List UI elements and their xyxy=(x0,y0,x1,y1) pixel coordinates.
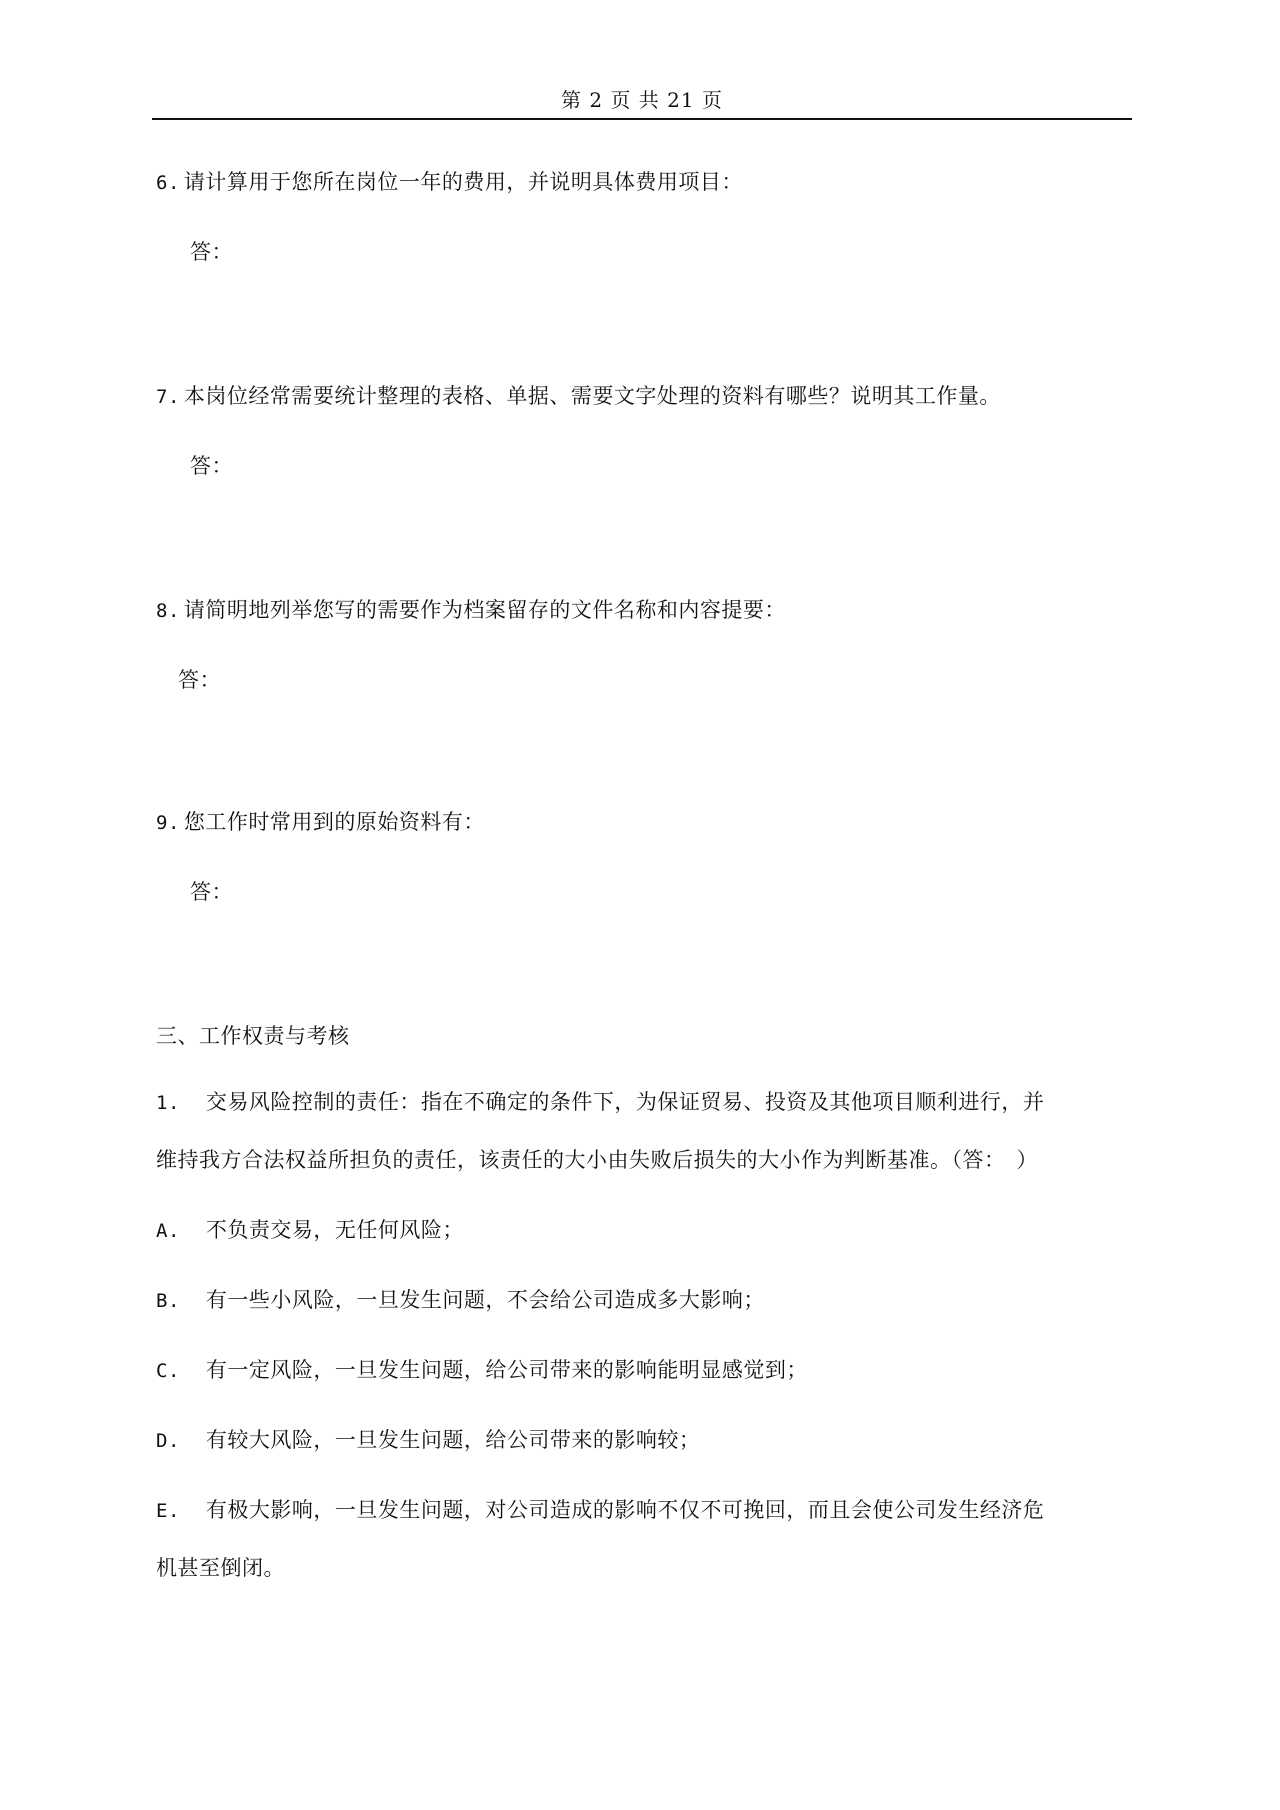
option-e-continuation: 机甚至倒闭。 xyxy=(156,1556,285,1580)
option-text: 有一些小风险，一旦发生问题，不会给公司造成多大影响； xyxy=(205,1288,765,1312)
question-text: 请计算用于您所在岗位一年的费用，并说明具体费用项目： xyxy=(183,170,743,194)
option-text: 不负责交易，无任何风险； xyxy=(205,1218,464,1242)
page-indicator: 第 2 页 共 21 页 xyxy=(561,88,723,112)
question-text: 请简明地列举您写的需要作为档案留存的文件名称和内容提要： xyxy=(183,598,786,622)
question-text: 您工作时常用到的原始资料有： xyxy=(183,810,485,834)
answer-label-9: 答： xyxy=(190,880,233,904)
option-letter: B. xyxy=(156,1290,180,1312)
option-letter: E. xyxy=(156,1500,180,1522)
question-text: 本岗位经常需要统计整理的表格、单据、需要文字处理的资料有哪些？说明其工作量。 xyxy=(183,384,1001,408)
question-8 xyxy=(156,596,786,625)
option-letter: A. xyxy=(156,1220,180,1242)
option-b xyxy=(156,1286,765,1315)
question-number: 6. xyxy=(156,172,180,194)
item-1-line-1 xyxy=(156,1088,1044,1117)
option-c xyxy=(156,1356,808,1385)
answer-label-8: 答： xyxy=(178,668,221,692)
option-text: 有一定风险，一旦发生问题，给公司带来的影响能明显感觉到； xyxy=(205,1358,808,1382)
question-7 xyxy=(156,382,1001,411)
item-text: 交易风险控制的责任：指在不确定的条件下，为保证贸易、投资及其他项目顺利进行，并 xyxy=(205,1090,1045,1114)
option-d xyxy=(156,1426,700,1455)
option-a xyxy=(156,1216,464,1245)
option-letter: D. xyxy=(156,1430,180,1452)
header-rule xyxy=(152,118,1132,120)
answer-label-7: 答： xyxy=(190,454,233,478)
option-letter: C. xyxy=(156,1360,180,1382)
option-text: 有较大风险，一旦发生问题，给公司带来的影响较； xyxy=(205,1428,701,1452)
question-number: 8. xyxy=(156,600,180,622)
item-number: 1. xyxy=(156,1092,180,1114)
question-number: 7. xyxy=(156,386,180,408)
question-number: 9. xyxy=(156,812,180,834)
question-9 xyxy=(156,808,485,837)
item-1-line-2: 维持我方合法权益所担负的责任，该责任的大小由失败后损失的大小作为判断基准。（答： ） xyxy=(156,1148,1038,1172)
option-text: 有极大影响，一旦发生问题，对公司造成的影响不仅不可挽回，而且会使公司发生经济危 xyxy=(205,1498,1045,1522)
question-6 xyxy=(156,168,743,197)
answer-label-6: 答： xyxy=(190,240,233,264)
option-e xyxy=(156,1496,1044,1525)
section-heading: 三、工作权责与考核 xyxy=(156,1024,350,1048)
